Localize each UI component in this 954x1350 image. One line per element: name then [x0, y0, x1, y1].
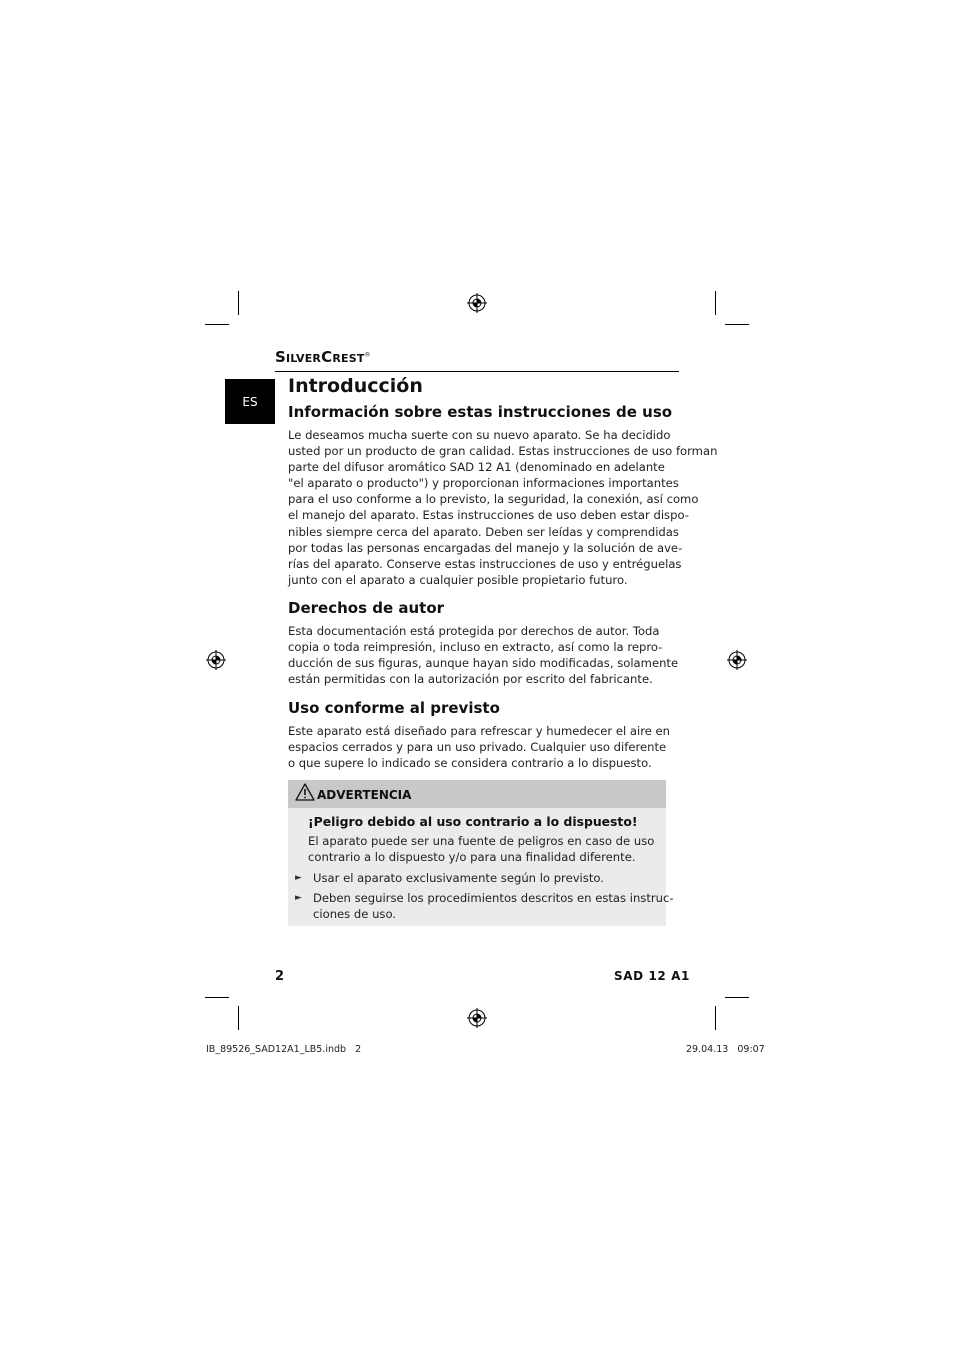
section-heading-copyright: Derechos de autor	[288, 599, 445, 617]
text-line: ciones de uso.	[313, 907, 397, 922]
print-file-name: IB_89526_SAD12A1_LB5.indb 2	[206, 1044, 362, 1055]
text-line: El aparato puede ser una fuente de peligros en caso de uso	[308, 834, 655, 848]
text-line: o que supere lo indicado se considera contrario a lo dispuesto.	[288, 756, 652, 771]
page-title: Introducción	[288, 375, 423, 397]
registration-mark-icon	[727, 650, 747, 670]
header-rule	[275, 371, 679, 372]
list-item	[313, 890, 674, 922]
registration-mark-icon	[467, 1008, 487, 1028]
section-heading-info: Información sobre estas instrucciones de uso	[288, 403, 673, 421]
warning-subtitle: ¡Peligro debido al uso contrario a lo dispuesto!	[308, 814, 638, 829]
section-heading-intended-use: Uso conforme al previsto	[288, 699, 500, 717]
text-line: contrario a lo dispuesto y/o para una finalidad diferente.	[308, 850, 636, 865]
section-body-info	[288, 427, 718, 588]
text-line: para el uso conforme a lo previsto, la seguridad, la conexión, así como	[288, 492, 699, 507]
text-line: junto con el aparato a cualquier posible propietario futuro.	[288, 572, 628, 587]
text-line: Deben seguirse los procedimientos descritos en estas instruc-	[313, 891, 674, 905]
bullet-arrow-icon: ►	[295, 873, 302, 883]
crop-mark-top-right-horizontal	[725, 324, 749, 325]
text-line: Este aparato está diseñado para refrescar y humedecer el aire en	[288, 724, 671, 738]
text-line: usted por un producto de gran calidad. Estas instrucciones de uso forman	[288, 444, 718, 459]
section-body-intended-use	[288, 723, 671, 771]
list-item	[313, 870, 663, 886]
warning-triangle-icon	[295, 783, 315, 801]
text-line: parte del difusor aromático SAD 12 A1 (denominado en adelante	[288, 460, 665, 475]
text-line: están permitidas con la autorización por escrito del fabricante.	[288, 672, 653, 687]
text-line: ducción de sus figuras, aunque hayan sido modificadas, solamente	[288, 656, 679, 671]
brand-logo: SILVERCREST®	[275, 348, 371, 366]
text-line: Esta documentación está protegida por derechos de autor. Toda	[288, 624, 660, 638]
text-line: rías del aparato. Conserve estas instrucciones de uso y entréguelas	[288, 556, 682, 571]
text-line: Le deseamos mucha suerte con su nuevo aparato. Se ha decidido	[288, 428, 671, 442]
print-date-time: 29.04.13 09:07	[686, 1044, 765, 1055]
crop-mark-bottom-right-horizontal	[725, 997, 749, 998]
registration-mark-icon	[467, 293, 487, 313]
crop-mark-top-left-horizontal	[205, 324, 229, 325]
crop-mark-bottom-right-vertical	[715, 1006, 716, 1030]
text-line: copia o toda reimpresión, incluso en extracto, así como la repro-	[288, 640, 663, 655]
text-line: espacios cerrados y para un uso privado. Cualquier uso diferente	[288, 740, 667, 755]
bullet-arrow-icon: ►	[295, 893, 302, 903]
text-line: "el aparato o producto") y proporcionan informaciones importantes	[288, 476, 679, 491]
warning-label: ADVERTENCIA	[317, 788, 412, 802]
warning-bullet-list	[288, 870, 674, 926]
registration-mark-icon	[206, 650, 226, 670]
text-line: nibles siempre cerca del aparato. Deben ser leídas y comprendidas	[288, 524, 679, 539]
page-number: 2	[275, 969, 285, 984]
language-tab: ES	[225, 379, 275, 424]
crop-mark-bottom-left-horizontal	[205, 997, 229, 998]
text-line: Usar el aparato exclusivamente según lo previsto.	[313, 871, 604, 885]
crop-mark-top-right-vertical	[715, 291, 716, 315]
crop-mark-bottom-left-vertical	[238, 1006, 239, 1030]
section-body-copyright	[288, 623, 679, 687]
warning-text	[308, 833, 658, 865]
text-line: por todas las personas encargadas del manejo y la solución de ave-	[288, 540, 683, 555]
text-line: el manejo del aparato. Estas instrucciones de uso deben estar dispo-	[288, 508, 689, 523]
model-name: SAD 12 A1	[614, 969, 690, 983]
crop-mark-top-left-vertical	[238, 291, 239, 315]
